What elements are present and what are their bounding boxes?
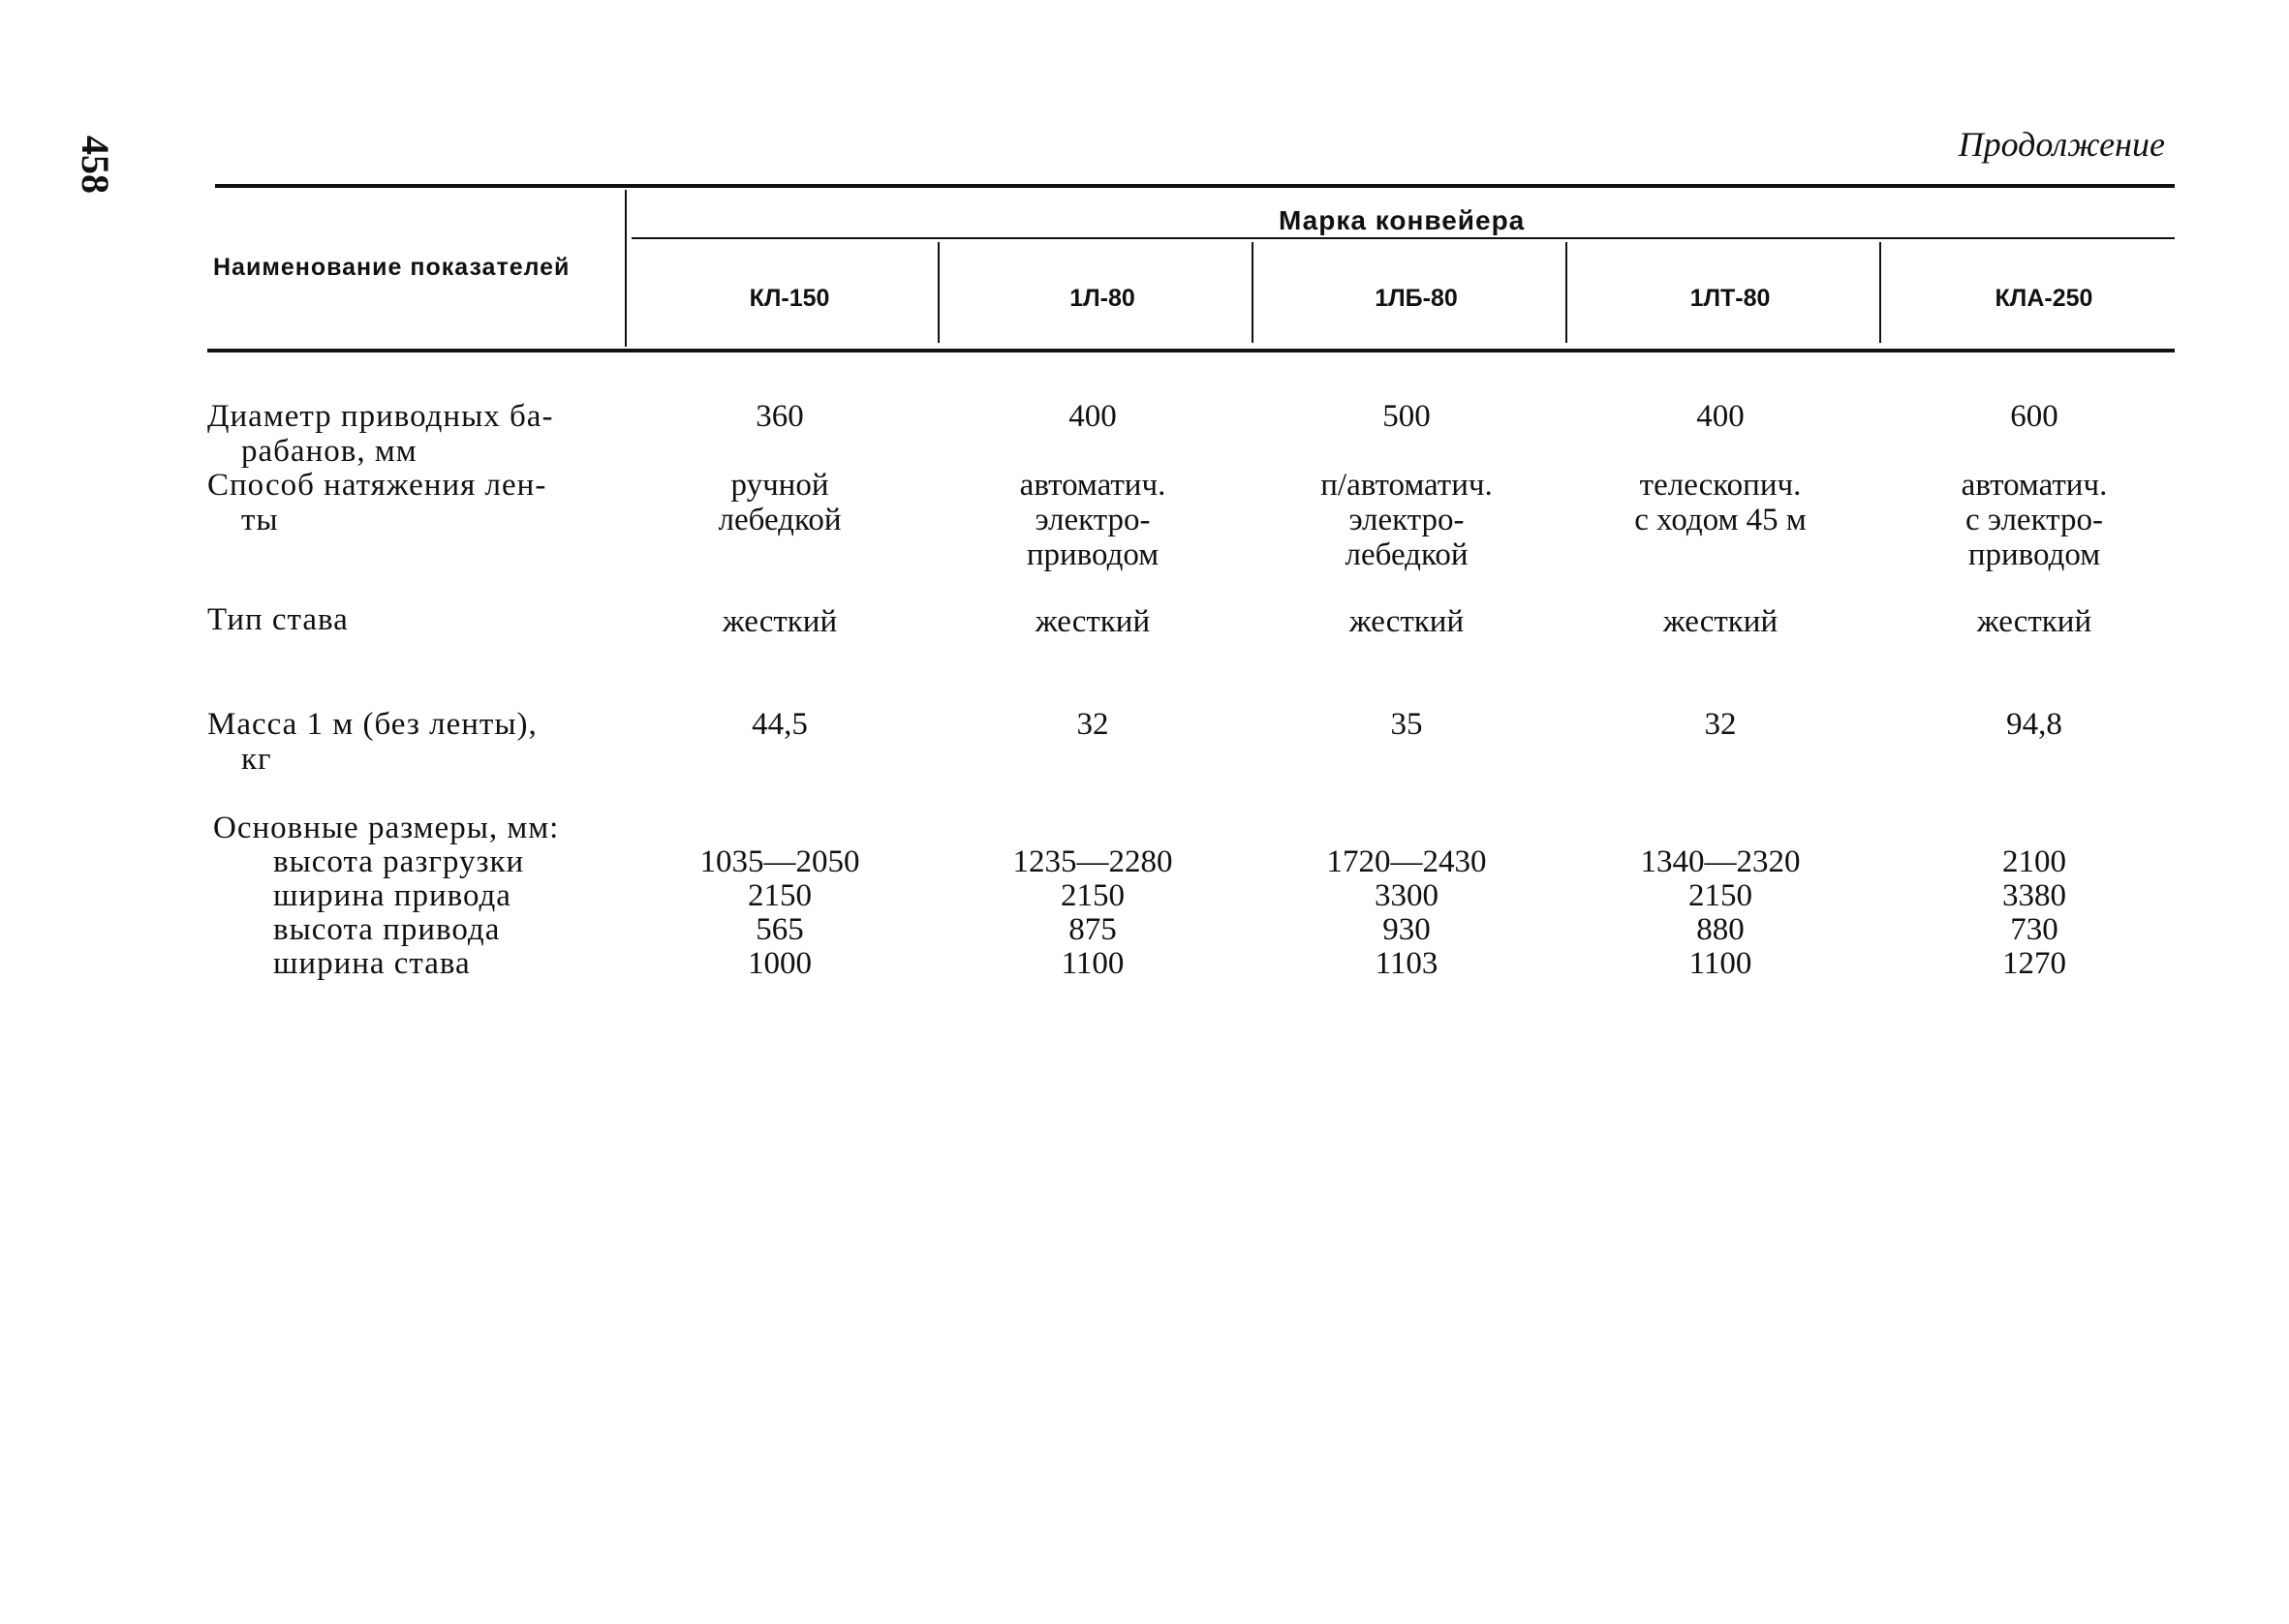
value-line: электро- — [1035, 503, 1151, 537]
value-line: ручной — [730, 468, 829, 503]
param-line: высота привода — [273, 912, 501, 947]
column-header-kl-150: КЛ-150 — [749, 285, 830, 312]
table-top-rule — [215, 184, 2175, 188]
value-line: 32 — [1704, 707, 1737, 742]
value-line: 600 — [2010, 399, 2058, 434]
value-line: 2150 — [748, 878, 812, 913]
param-line: Масса 1 м (без ленты), — [207, 707, 538, 742]
value-cell — [1252, 707, 1562, 742]
value-line: лебедкой — [718, 503, 842, 537]
value-line: 360 — [756, 399, 804, 434]
value-cell — [1879, 604, 2189, 639]
value-line: 1235—2280 — [1012, 844, 1173, 879]
value-cell — [1565, 604, 1875, 639]
column-header-kla-250: КЛА-250 — [1995, 285, 2093, 312]
value-line: приводом — [1026, 537, 1160, 572]
value-line: телескопич. — [1639, 468, 1802, 503]
value-cell — [625, 707, 935, 742]
value-cell — [938, 707, 1248, 742]
column-header-1l-80: 1Л-80 — [1069, 285, 1135, 312]
group-header-rule — [632, 237, 2175, 239]
value-line: с электро- — [1965, 503, 2103, 537]
continuation-label: Продолжение — [1958, 125, 2165, 164]
value-line: 2150 — [1061, 878, 1125, 913]
value-line: 32 — [1076, 707, 1109, 742]
param-frame-type — [207, 602, 624, 637]
value-cell — [1565, 468, 1875, 537]
value-cell — [938, 812, 1248, 981]
param-line: кг — [241, 742, 272, 777]
value-line: 1720—2430 — [1326, 844, 1487, 879]
value-cell — [938, 399, 1248, 434]
column-header-1lt-80: 1ЛТ-80 — [1689, 285, 1771, 312]
value-line: 35 — [1390, 707, 1423, 742]
value-line — [938, 812, 1248, 845]
value-cell — [625, 812, 935, 981]
param-line: рабанов, мм — [241, 434, 418, 469]
value-line: 1000 — [748, 946, 812, 981]
value-cell — [1879, 399, 2189, 434]
value-cell — [625, 604, 935, 639]
value-line — [1565, 812, 1875, 845]
value-line: электро- — [1348, 503, 1465, 537]
group-header-label: Марка конвейера — [1279, 205, 1526, 235]
value-line: жесткий — [1035, 604, 1151, 639]
value-line: 880 — [1696, 912, 1745, 947]
value-line: 400 — [1068, 399, 1117, 434]
value-cell — [1879, 468, 2189, 572]
value-cell — [1252, 468, 1562, 572]
row-header-label: Наименование показателей — [213, 254, 571, 281]
value-line: 2100 — [2002, 844, 2066, 879]
value-line: 875 — [1068, 912, 1117, 947]
value-line: жесткий — [1976, 604, 2092, 639]
value-cell — [1252, 399, 1562, 434]
value-cell — [1565, 399, 1875, 434]
value-line: жесткий — [1348, 604, 1465, 639]
value-line: жесткий — [1662, 604, 1779, 639]
param-mass-per-meter — [207, 707, 624, 777]
header-divider-main — [625, 190, 627, 347]
value-line — [1879, 812, 2189, 845]
value-cell — [1252, 812, 1562, 981]
value-cell — [938, 604, 1248, 639]
value-line: 3300 — [1375, 878, 1438, 913]
value-line: 400 — [1696, 399, 1745, 434]
value-line: 1100 — [1061, 946, 1125, 981]
value-line — [625, 812, 935, 845]
value-cell — [1879, 812, 2189, 981]
param-drum-diameter — [207, 399, 624, 469]
param-line: Способ натяжения лен- — [207, 468, 547, 503]
value-cell — [938, 468, 1248, 572]
header-bottom-rule — [207, 349, 2175, 352]
value-line: 930 — [1382, 912, 1431, 947]
value-line: 730 — [2010, 912, 2058, 947]
param-main-dimensions — [207, 812, 624, 981]
param-line: Тип става — [207, 602, 349, 637]
param-line: высота разгрузки — [273, 844, 525, 879]
value-line: 44,5 — [752, 707, 808, 742]
param-line: Основные размеры, мм: — [213, 811, 560, 845]
value-line: автоматич. — [1961, 468, 2108, 503]
param-line: Диаметр приводных ба- — [207, 399, 554, 434]
value-line: 1035—2050 — [699, 844, 860, 879]
value-line: 2150 — [1688, 878, 1752, 913]
value-line: 500 — [1382, 399, 1431, 434]
value-line: 1100 — [1688, 946, 1752, 981]
value-line: 1103 — [1375, 946, 1438, 981]
page-number: 458 — [74, 136, 117, 194]
param-tension-method — [207, 468, 624, 537]
value-cell — [1565, 707, 1875, 742]
value-line: лебедкой — [1345, 537, 1469, 572]
value-line — [1252, 812, 1562, 845]
value-line: п/автоматич. — [1320, 468, 1493, 503]
value-line: приводом — [1967, 537, 2101, 572]
value-cell — [1252, 604, 1562, 639]
value-line: 94,8 — [2006, 707, 2062, 742]
value-line: автоматич. — [1019, 468, 1166, 503]
value-cell — [1879, 707, 2189, 742]
value-line: 3380 — [2002, 878, 2066, 913]
column-header-1lb-80: 1ЛБ-80 — [1375, 285, 1458, 312]
value-line: с ходом 45 м — [1634, 503, 1807, 537]
value-cell — [625, 468, 935, 537]
value-line: 1270 — [2002, 946, 2066, 981]
param-line: ты — [241, 503, 279, 537]
value-line: 1340—2320 — [1640, 844, 1801, 879]
value-line: 565 — [756, 912, 804, 947]
value-cell — [1565, 812, 1875, 981]
param-line: ширина става — [273, 946, 471, 981]
value-cell — [625, 399, 935, 434]
value-line: жесткий — [722, 604, 838, 639]
param-line: ширина привода — [273, 878, 511, 913]
